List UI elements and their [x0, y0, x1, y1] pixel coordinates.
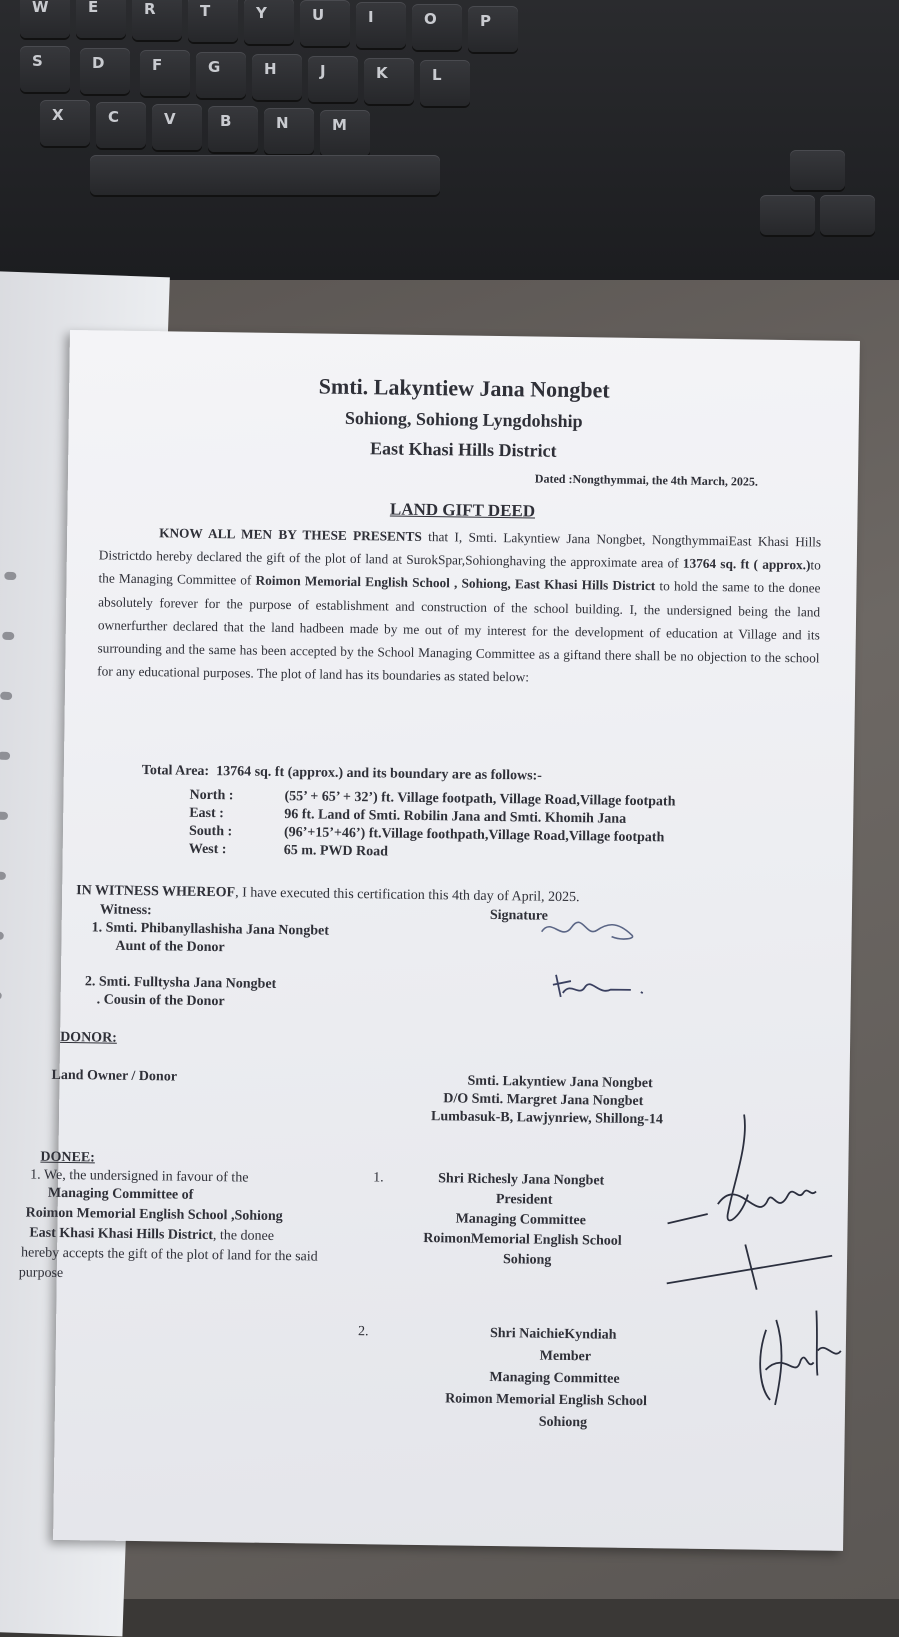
donor-parent: D/O Smti. Margret Jana Nongbet — [443, 1091, 644, 1110]
witness-1-name: 1. Smti. Phibanyllashisha Jana Nongbet — [91, 920, 330, 939]
donee-text-line-2: Managing Committee of — [47, 1185, 194, 1203]
donor-heading: DONOR: — [60, 1029, 118, 1046]
boundary-dir: East : — [189, 805, 224, 822]
president-signature — [647, 1103, 840, 1296]
member-1-place: Sohiong — [502, 1252, 552, 1268]
address-line-2: East Khasi Hills District — [369, 438, 557, 461]
total-area-label: Total Area: — [141, 763, 210, 779]
key: C — [96, 102, 146, 148]
witness-lead: IN WITNESS WHEREOF — [76, 883, 236, 901]
key: Y — [244, 0, 294, 44]
para-area: 13764 sq. ft ( approx.) — [682, 555, 811, 573]
address-line-1: Sohiong, Sohiong Lyngdohship — [344, 407, 583, 432]
para-text-2: to the Managing Committee of — [98, 557, 821, 589]
punch-hole — [0, 991, 2, 999]
witness-2-relation: . Cousin of the Donor — [96, 992, 225, 1010]
arrow-up-key — [790, 150, 845, 190]
land-gift-deed-page — [18, 330, 860, 1551]
key: L — [420, 60, 470, 106]
member-1-name: Shri Richesly Jana Nongbet — [438, 1171, 605, 1189]
punch-hole — [2, 632, 14, 640]
key: V — [152, 104, 202, 150]
para-school: Roimon Memorial English School , Sohiong, East Khasi Hills District — [255, 573, 656, 594]
deed-paragraph — [97, 520, 821, 692]
document-title: LAND GIFT DEED — [389, 499, 536, 521]
member-2-role: Member — [539, 1348, 592, 1365]
boundary-west — [189, 842, 388, 861]
witness-2-name: 2. Smti. Fulltysha Jana Nongbet — [84, 974, 277, 992]
key: R — [132, 0, 182, 40]
donee-text-line-1: 1. We, the undersigned in favour of the — [30, 1167, 249, 1186]
punch-hole — [0, 812, 8, 820]
donee-donee: , the donee — [212, 1228, 275, 1244]
key: W — [20, 0, 70, 38]
boundary-desc: (55’ + 65’ + 32’) ft. Village footpath, Village Road,Village footpath — [284, 789, 676, 810]
witness-1-signature — [536, 912, 647, 954]
donee-heading: DONEE: — [40, 1149, 96, 1166]
key: U — [300, 0, 350, 46]
donor-address: Lumbasuk-B, Lawjynriew, Shillong-14 — [430, 1109, 663, 1128]
donor-name-heading: Smti. Lakyntiew Jana Nongbet — [318, 373, 610, 403]
member-2-school: Roimon Memorial English School — [445, 1391, 648, 1410]
dated-line: Dated :Nongthymmai, the 4th March, 2025. — [534, 471, 759, 489]
para-text-3: to hold the same to the donee absolutely forever for the purpose of establishment and construction of the school building. I, the undersigned being the land ownerfurther declared that the land hadbeen made by me out of my interest for the development of education at Village and its surrounding and the same has been accepted by the School Managing Committee as a giftand there shall be no objection to the school for any educational purposes. The plot of land has its boundaries as stated below: — [97, 578, 821, 685]
punch-hole — [4, 572, 16, 580]
member-2-name: Shri NaichieKyndiah — [489, 1325, 617, 1343]
member-signature — [745, 1290, 847, 1411]
boundary-dir: West : — [188, 841, 227, 858]
member-1-school: RoimonMemorial English School — [423, 1231, 622, 1249]
member-2-committee: Managing Committee — [489, 1369, 620, 1387]
donee-text-line-6: purpose — [18, 1265, 64, 1281]
donee-district: East Khasi Khasi Hills District — [29, 1225, 214, 1244]
boundary-desc: (96’+15’+46’) ft.Village foothpath,Village Road,Village footpath — [283, 825, 665, 846]
key: K — [364, 58, 414, 104]
keyboard — [0, 0, 899, 280]
punch-hole — [0, 692, 12, 700]
key: T — [188, 0, 238, 42]
witness-2-signature — [551, 967, 662, 1009]
key: B — [208, 106, 258, 152]
donee-text-line-3: Roimon Memorial English School ,Sohiong — [25, 1205, 283, 1225]
witness-text: , I have executed this certification this 4th day of April, 2025. — [235, 885, 580, 906]
key: G — [196, 52, 246, 98]
key: F — [140, 50, 190, 96]
boundary-desc: 65 m. PWD Road — [283, 843, 389, 860]
boundary-dir: South : — [188, 823, 233, 840]
key: S — [20, 46, 70, 92]
donee-text-line-5: hereby accepts the gift of the plot of land for the said — [21, 1245, 318, 1265]
member-2-place: Sohiong — [538, 1414, 588, 1431]
member-1-role: President — [495, 1192, 553, 1208]
key: H — [252, 54, 302, 100]
key: D — [80, 48, 130, 94]
arrow-down-key — [820, 195, 875, 235]
key: N — [264, 108, 314, 154]
member-1-committee: Managing Committee — [455, 1211, 586, 1229]
total-area-line — [142, 763, 542, 785]
signature-label: Signature — [489, 907, 549, 924]
boundary-desc: 96 ft. Land of Smti. Robilin Jana and Smti. Khomih Jana — [284, 807, 627, 827]
key: J — [308, 56, 358, 102]
boundary-dir: North : — [189, 787, 234, 804]
arrow-left-key — [760, 195, 815, 235]
key: E — [76, 0, 126, 38]
key: O — [412, 4, 462, 50]
total-area-value: 13764 sq. ft (approx.) and its boundary are as follows:- — [216, 764, 542, 784]
key: M — [320, 110, 370, 156]
key: X — [40, 100, 90, 146]
punch-hole — [0, 872, 6, 880]
member-1-number: 1. — [373, 1170, 384, 1186]
punch-hole — [0, 752, 10, 760]
donor-signatory-name: Smti. Lakyntiew Jana Nongbet — [467, 1073, 653, 1092]
witness-1-relation: Aunt of the Donor — [115, 938, 225, 956]
punch-hole — [0, 932, 4, 940]
key: P — [468, 6, 518, 52]
donor-label: Land Owner / Donor — [51, 1067, 178, 1085]
witness-label: Witness: — [99, 902, 152, 919]
para-lead: KNOW ALL MEN BY THESE PRESENTS — [159, 525, 422, 544]
donee-text-line-4 — [29, 1226, 274, 1245]
spacebar — [90, 155, 440, 195]
key: I — [356, 2, 406, 48]
para-text-1: that I, Smti. Lakyntiew Jana Nongbet, NongthymmaiEast Khasi Hills Districtdo hereby declared the gift of the plot of land at SurokSpar,Sohionghaving the approximate area of — [98, 528, 822, 571]
member-2-number: 2. — [357, 1324, 369, 1340]
